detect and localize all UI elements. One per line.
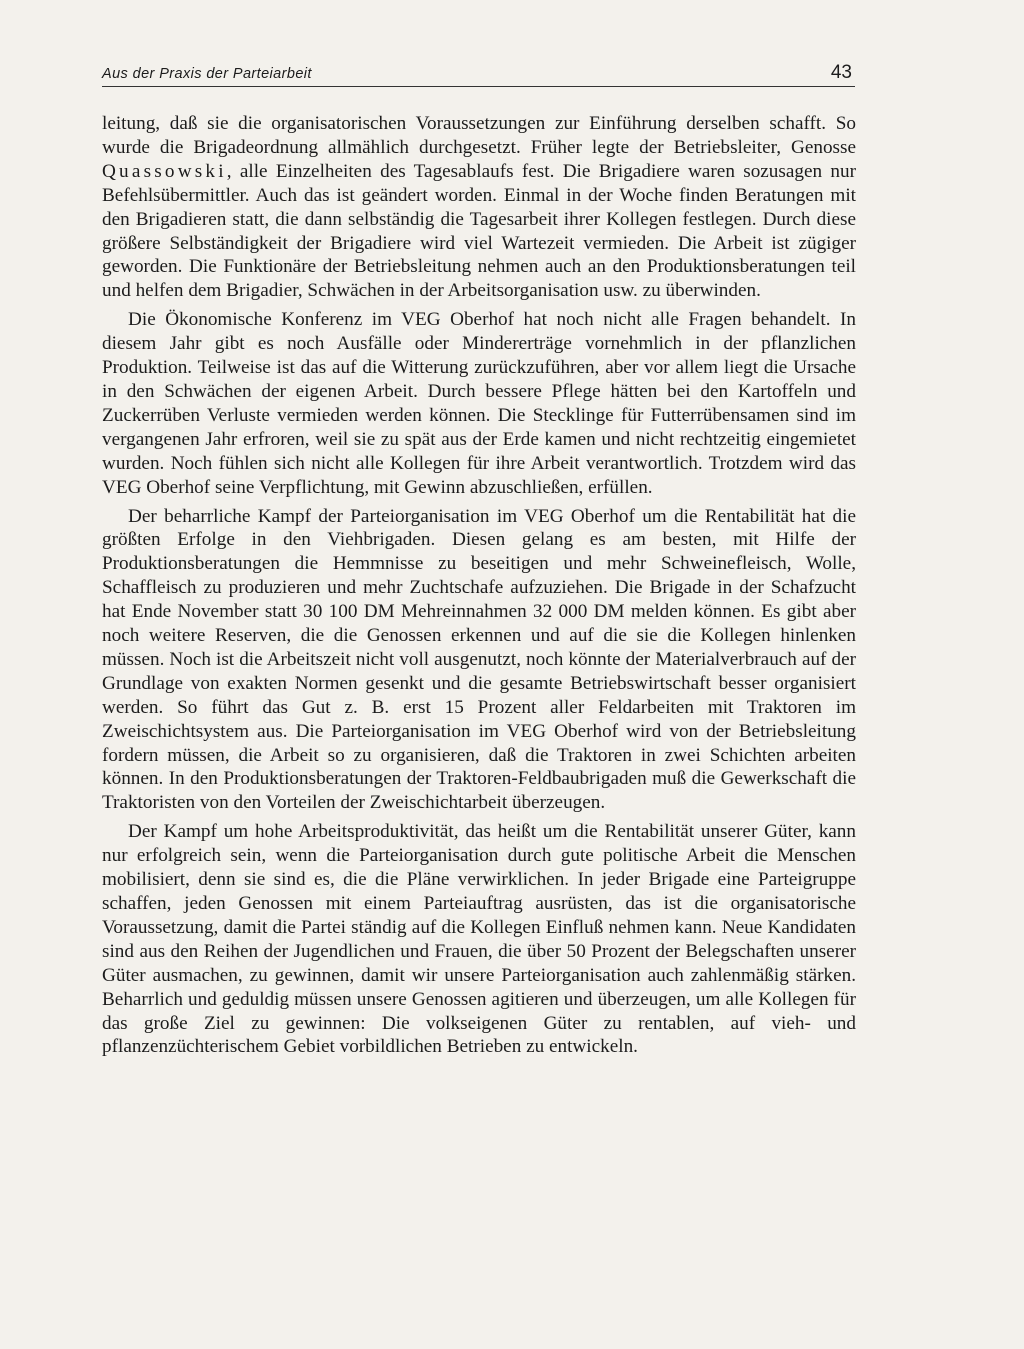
person-name: Quassowski	[102, 160, 227, 182]
paragraph-2: Die Ökonomische Konferenz im VEG Oberhof hat noch nicht alle Fragen behandelt. In diesem Jahr gibt es noch Ausfälle oder Mindererträge vornehmlich in der pflanzlichen Produktion. Teilweise ist das auf die Witterung zurückzuführen, aber vor allem liegt die Ursache in den Schwächen der eigenen Arbeit. Durch bessere Pflege hätten bei den Kartoffeln und Zuckerrüben Verluste vermieden werden können. Die Stecklinge für Futterrübensamen sind im vergangenen Jahr erfroren, weil sie zu spät aus der Erde kamen und nicht rechtzeitig eingemietet wurden. Noch fühlen sich nicht alle Kollegen für ihre Arbeit verantwortlich. Trotzdem wird das VEG Oberhof seine Verpflichtung, mit Gewinn abzuschließen, erfüllen.	[102, 309, 856, 498]
running-title: Aus der Praxis der Parteiarbeit	[102, 66, 312, 82]
paragraph-1-lead: leitung, daß sie die organisatorischen Voraussetzungen zur Einführung derselben schafft. So wurde die Brigadeordnung allmählich durchgesetzt. Früher legte der Betriebsleiter, Genosse	[102, 113, 856, 158]
running-header	[102, 62, 852, 86]
page-number: 43	[830, 62, 852, 83]
header-rule	[102, 86, 855, 87]
paragraph-1-rest: , alle Einzelheiten des Tagesablaufs fest. Die Brigadiere waren sozusagen nur Befehlsübermittler. Auch das ist geändert worden. Einmal in der Woche finden Beratungen mit den Brigadieren statt, die dann selbständig die Tagesarbeit ihrer Kollegen festlegen. Durch diese größere Selbständigkeit der Brigadiere wird viel Wartezeit vermieden. Die Arbeit ist zügiger geworden. Die Funktionäre der Betriebsleitung nehmen auch an den Produktionsberatungen teil und helfen dem Brigadier, Schwächen in der Arbeitsorganisation usw. zu überwinden.	[102, 160, 856, 302]
paragraph-4: Der Kampf um hohe Arbeitsproduktivität, das heißt um die Rentabilität unserer Güter, kann nur erfolgreich sein, wenn die Parteiorganisation durch gute politische Arbeit die Menschen mobilisiert, denn sie sind es, die die Pläne verwirklichen. In jeder Brigade eine Parteigruppe schaffen, jeden Genossen mit einem Parteiauftrag ausrüsten, das ist die organisatorische Voraussetzung, damit die Partei ständig auf die Kollegen Einfluß nehmen kann. Neue Kandidaten sind aus den Reihen der Jugendlichen und Frauen, die über 50 Prozent der Belegschaften unserer Güter ausmachen, zu gewinnen, damit wir unsere Parteiorganisation auch zahlenmäßig stärken. Beharrlich und geduldig müssen unsere Genossen agitieren und überzeugen, um alle Kollegen für das große Ziel zu gewinnen: Die volkseigenen Güter zu rentablen, auf vieh- und pflanzenzüchterischem Gebiet vorbildlichen Betrieben zu entwickeln.	[102, 821, 856, 1058]
body-text	[102, 112, 856, 1064]
paragraph-1	[102, 112, 856, 303]
paragraph-3: Der beharrliche Kampf der Parteiorganisation im VEG Oberhof um die Rentabilität hat die größten Erfolge in den Viehbrigaden. Diesen gelang es am besten, mit Hilfe der Produktionsberatungen die Hemmnisse zu beseitigen und mehr Schweinefleisch, Wolle, Schaffleisch zu produzieren und mehr Zuchtschafe aufzuziehen. Die Brigade in der Schafzucht hat Ende November statt 30 100 DM Mehreinnahmen 32 000 DM melden können. Es gibt aber noch weitere Reserven, die die Genossen erkennen und auf die sie die Kollegen hinlenken müssen. Noch ist die Arbeitszeit nicht voll ausgenutzt, noch könnte der Materialverbrauch auf der Grundlage von exakten Normen gesenkt und die gesamte Betriebswirtschaft besser organisiert werden. So führt das Gut z. B. erst 15 Prozent aller Feldarbeiten mit Traktoren im Zweischichtsystem aus. Die Parteiorganisation im VEG Oberhof wird von der Betriebsleitung fordern müssen, die Arbeit so zu organisieren, daß die Traktoren in zwei Schichten arbeiten können. In den Produktionsberatungen der Traktoren-Feldbaubrigaden muß die Gewerkschaft die Traktoristen von den Vorteilen der Zweischichtarbeit überzeugen.	[102, 505, 856, 814]
